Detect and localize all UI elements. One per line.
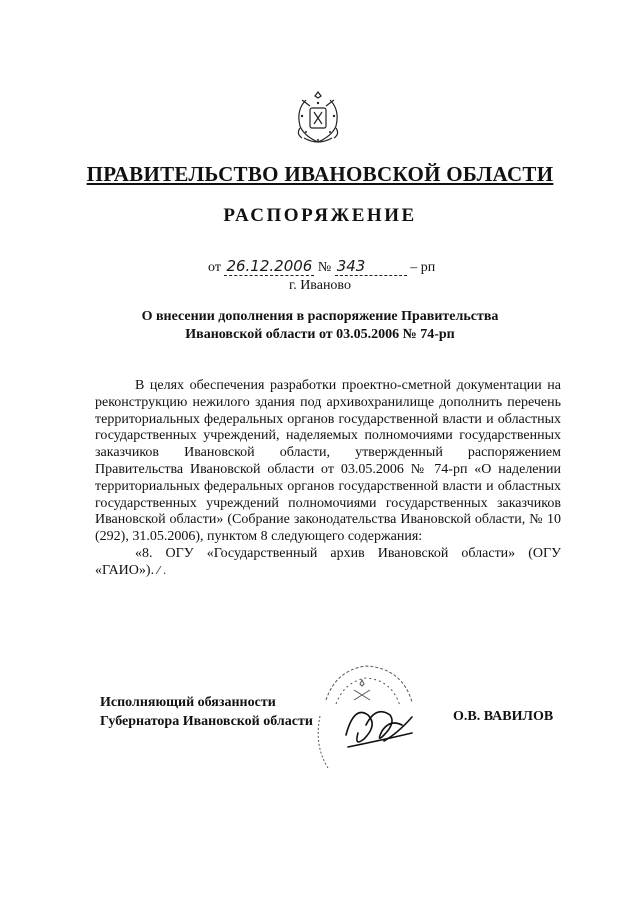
number-sign: № [317, 260, 332, 275]
body-text [95, 378, 561, 580]
number-suffix: – рп [410, 260, 436, 275]
government-title: ПРАВИТЕЛЬСТВО ИВАНОВСКОЙ ОБЛАСТИ [86, 162, 554, 186]
date-prefix: от [208, 260, 221, 275]
signatory-position [100, 693, 313, 731]
subject-line-2: Ивановской области от 03.05.2006 № 74-рп [185, 327, 455, 342]
body-paragraph-2 [95, 546, 561, 580]
signatory-position-line-1: Исполняющий обязанности [100, 695, 276, 710]
handwritten-signature [340, 695, 420, 755]
subject-line-1: О внесении дополнения в распоряжение Правительства [141, 309, 499, 324]
body-paragraph-1: В целях обеспечения разработки проектно-сметной документации на реконструкцию нежилого здания под архивохранилище дополнить перечень территориальных федеральных органов государственной власти и областных государственных учреждений, наделяемых полномочиями государственных заказчиков Ивановской области, утвержденный распоряжением Правительства Ивановской области от 03.05.2006 № 74-рп «О наделении территориальных федеральных органов государственной власти и областных государственных учреждений полномочиями государственных заказчиков Ивановской области» (Собрание законодательства Ивановской области, № 10 (292), 31.05.2006), пунктом 8 следующего содержания: [95, 378, 561, 545]
document-type-heading: РАСПОРЯЖЕНИЕ [223, 205, 417, 226]
pen-mark: ⁄ . [157, 563, 167, 577]
subject-heading [100, 308, 540, 344]
signatory-position-line-2: Губернатора Ивановской области [100, 714, 313, 729]
body-paragraph-2-text: «8. ОГУ «Государственный архив Ивановской области» (ОГУ «ГАИО»). [95, 545, 561, 578]
date-number-line [208, 257, 435, 276]
handwritten-date: 26.12.2006 [226, 257, 313, 275]
handwritten-number: 343 [335, 257, 407, 276]
signatory-name: О.В. ВАВИЛОВ [453, 709, 554, 724]
coat-of-arms-emblem [292, 88, 344, 146]
city-line: г. Иваново [289, 278, 351, 293]
